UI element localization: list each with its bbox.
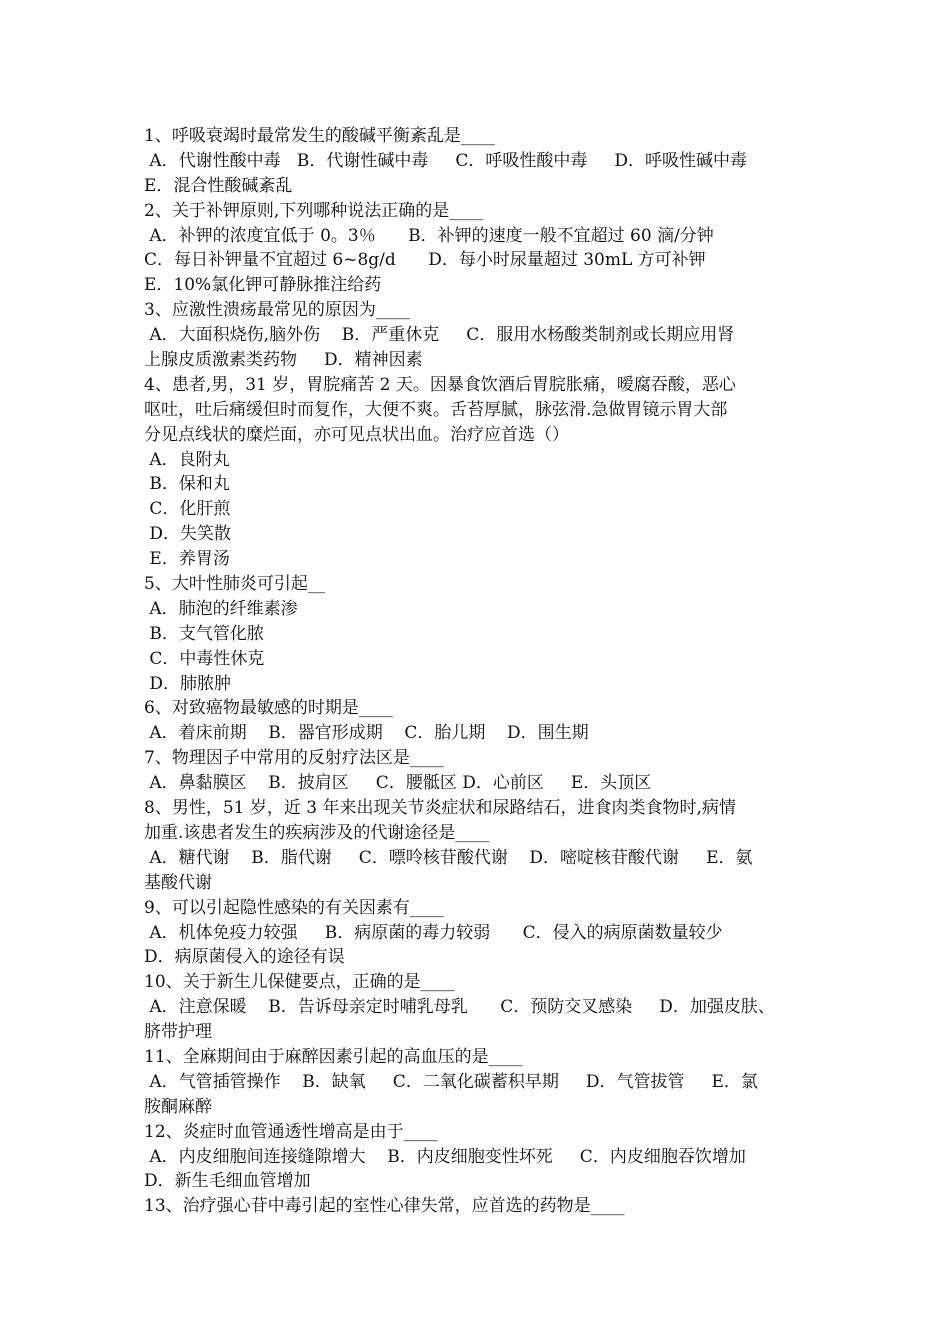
question-4-text: 4、患者,男，31 岁，胃脘痛苦 2 天。因暴食饮酒后胃脘胀痛，嗳腐吞酸，恶心 xyxy=(144,374,736,395)
question-4-option-c: C．化肝煎 xyxy=(144,499,231,520)
question-3-text: 3、应激性溃疡最常见的原因为____ xyxy=(144,300,410,321)
question-7-options: A．鼻黏膜区 B．披肩区 C．腰骶区 D．心前区 E．头顶区 xyxy=(144,773,652,794)
question-12-text: 12、炎症时血管通透性增高是由于____ xyxy=(144,1121,438,1142)
question-3-options-cont: 上腺皮质激素类药物 D．精神因素 xyxy=(144,350,423,371)
question-5-option-a: A．肺泡的纤维素渗 xyxy=(144,598,298,619)
question-8-options: A．糖代谢 B．脂代谢 C．嘌呤核苷酸代谢 D．嘧啶核苷酸代谢 E．氨 xyxy=(144,847,753,868)
question-5-option-c: C．中毒性休克 xyxy=(144,648,265,669)
question-6-options: A．着床前期 B．器官形成期 C．胎儿期 D．围生期 xyxy=(144,723,589,744)
question-4-option-a: A．良附丸 xyxy=(144,449,230,470)
question-8-text-cont: 加重.该患者发生的疾病涉及的代谢途径是____ xyxy=(144,822,490,843)
question-1-options-cont: E．混合性酸碱紊乱 xyxy=(144,175,293,196)
question-4-text-cont: 分见点线状的糜烂面，亦可见点状出血。治疗应首选（） xyxy=(144,424,569,445)
question-5-option-b: B．支气管化脓 xyxy=(144,623,264,644)
question-6-text: 6、对致癌物最敏感的时期是____ xyxy=(144,698,393,719)
question-1-text: 1、呼吸衰竭时最常发生的酸碱平衡紊乱是____ xyxy=(144,126,495,146)
question-4-option-e: E．养胃汤 xyxy=(144,549,230,570)
question-12-options: A．内皮细胞间连接缝隙增大 B．内皮细胞变性坏死 C．内皮细胞吞饮增加 xyxy=(144,1146,746,1167)
question-7-text: 7、物理因子中常用的反射疗法区是____ xyxy=(144,748,444,769)
question-5-text: 5、大叶性肺炎可引起__ xyxy=(144,574,325,595)
question-4-option-b: B．保和丸 xyxy=(144,474,230,495)
document-page xyxy=(144,124,820,1219)
question-11-text: 11、全麻期间由于麻醉因素引起的高血压的是____ xyxy=(144,1046,523,1067)
question-12-options-cont: D．新生毛细血管增加 xyxy=(144,1171,311,1192)
question-2-text: 2、关于补钾原则,下列哪种说法正确的是____ xyxy=(144,200,484,221)
question-8-options-cont: 基酸代谢 xyxy=(144,872,212,893)
question-13-text: 13、治疗强心苷中毒引起的室性心律失常，应首选的药物是____ xyxy=(144,1196,625,1217)
question-5-option-d: D．肺脓肿 xyxy=(144,673,232,694)
question-4-text-cont: 呕吐，吐后痛缓但时而复作，大便不爽。舌苔厚腻，脉弦滑.急做胃镜示胃大部 xyxy=(144,399,728,420)
question-9-options: A．机体免疫力较强 B．病原菌的毒力较弱 C．侵入的病原菌数量较少 xyxy=(144,922,723,943)
question-2-options-cont: E．10%氯化钾可静脉推注给药 xyxy=(144,275,382,296)
question-10-text: 10、关于新生儿保健要点，正确的是____ xyxy=(144,972,455,993)
question-2-options-cont: C．每日补钾量不宜超过 6~8g/d D．每小时尿量超过 30mL 方可补钾 xyxy=(144,250,706,271)
question-3-options: A．大面积烧伤,脑外伤 B．严重休克 C．服用水杨酸类制剂或长期应用肾 xyxy=(144,325,735,346)
question-1-options: A．代谢性酸中毒 B．代谢性碱中毒 C．呼吸性酸中毒 D．呼吸性碱中毒 xyxy=(144,150,748,171)
question-10-options: A．注意保暖 B．告诉母亲定时哺乳母乳 C．预防交叉感染 D．加强皮肤、 xyxy=(144,997,775,1018)
question-2-options: A．补钾的浓度宜低于 0。3％ B．补钾的速度一般不宜超过 60 滴/分钟 xyxy=(144,225,714,246)
question-9-options-cont: D．病原菌侵入的途径有误 xyxy=(144,947,345,968)
question-11-options-cont: 胺酮麻醉 xyxy=(144,1096,212,1117)
question-10-options-cont: 脐带护理 xyxy=(144,1022,212,1043)
question-4-option-d: D．失笑散 xyxy=(144,524,232,545)
question-8-text: 8、男性，51 岁，近 3 年来出现关节炎症状和尿路结石，进食肉类食物时,病情 xyxy=(144,798,736,819)
question-9-text: 9、可以引起隐性感染的有关因素有____ xyxy=(144,897,444,918)
question-11-options: A．气管插管操作 B．缺氧 C．二氧化碳蓄积早期 D．气管拔管 E．氯 xyxy=(144,1071,758,1092)
